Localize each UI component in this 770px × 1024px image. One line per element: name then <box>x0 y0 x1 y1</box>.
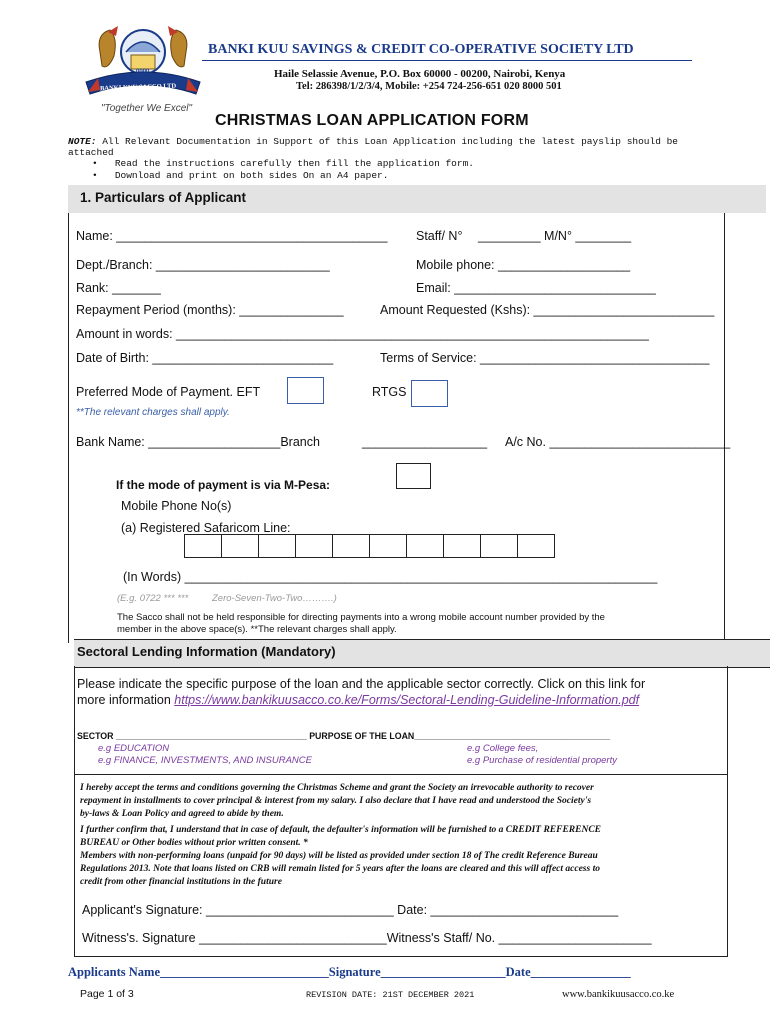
example-number: (E.g. 0722 *** *** <box>117 593 189 604</box>
digit-box[interactable] <box>221 534 259 558</box>
society-address: Haile Selassie Avenue, P.O. Box 60000 - 00200, Nairobi, Kenya <box>274 68 566 80</box>
branch-field[interactable]: __________________ <box>362 435 488 449</box>
dob-field[interactable]: Date of Birth: __________________________ <box>76 351 334 365</box>
in-words-field[interactable]: (In Words) ____________________________________________________________________ <box>123 570 658 584</box>
sectoral-title: Sectoral Lending Information (Mandatory) <box>77 644 336 659</box>
registered-line-label: (a) Registered Safaricom Line: <box>121 521 291 535</box>
note-label: NOTE: <box>68 136 97 147</box>
mpesa-checkbox[interactable] <box>396 463 431 489</box>
email-field[interactable]: Email: _____________________________ <box>416 281 656 295</box>
note <box>68 136 678 147</box>
sacco-logo-graphic <box>78 22 208 112</box>
account-no-field[interactable]: A/c No. __________________________ <box>505 435 731 449</box>
sectoral-instruction-1: Please indicate the specific purpose of the loan and the applicable sector correctly. Click on this link for <box>77 677 646 691</box>
note-bullet-2-text: Download and print on both sides On an A4 paper. <box>114 170 389 181</box>
purpose-example-1: e.g College fees, <box>467 743 539 754</box>
society-contacts: Tel: 286398/1/2/3/4, Mobile: +254 724-256-651 020 8000 501 <box>296 81 562 92</box>
logo-banner-text: BANKI KUU SACCO LTD <box>99 82 177 93</box>
declaration-p1-l3: by-laws & Loan Policy and agreed to abide by them. <box>80 809 284 819</box>
repayment-field[interactable]: Repayment Period (months): _______________ <box>76 303 344 317</box>
declaration-p2-l3: Members with non-performing loans (unpaid for 90 days) will be listed as provided under section 18 of The credit Reference Bureau <box>80 851 598 861</box>
staff-no-label: Staff/ N° <box>416 229 463 243</box>
digit-box[interactable] <box>184 534 222 558</box>
sector-example-2: e.g FINANCE, INVESTMENTS, AND INSURANCE <box>98 755 312 766</box>
disclaimer-line-1: The Sacco shall not be held responsible for directing payments into a wrong mobile account number provided by the <box>117 612 605 623</box>
sectoral-instruction-2 <box>77 693 639 707</box>
section1-title: 1. Particulars of Applicant <box>80 190 247 205</box>
eft-checkbox[interactable] <box>287 377 324 404</box>
digit-box[interactable] <box>295 534 333 558</box>
mobile-phones-label: Mobile Phone No(s) <box>121 499 232 513</box>
society-name: BANKI KUU SAVINGS & CREDIT CO-OPERATIVE SOCIETY LTD <box>208 42 634 57</box>
dept-field[interactable]: Dept./Branch: _________________________ <box>76 258 330 272</box>
bullet-icon: • <box>92 170 115 181</box>
mpesa-label: If the mode of payment is via M-Pesa: <box>116 478 331 492</box>
bullet-icon: • <box>92 158 115 169</box>
rank-field[interactable]: Rank: _______ <box>76 281 161 295</box>
amount-requested-field[interactable]: Amount Requested (Kshs): __________________________ <box>380 303 715 317</box>
declaration-p2-l1: I further confirm that, I understand that in case of default, the defaulter's information will be furnished to a CREDIT REFERENCE <box>80 825 602 835</box>
example-words: Zero-Seven-Two-Two……….) <box>212 593 337 604</box>
mobile-field[interactable]: Mobile phone: ___________________ <box>416 258 631 272</box>
phone-digit-boxes[interactable] <box>184 534 624 558</box>
revision-date: REVISION DATE: 21ST DECEMBER 2021 <box>306 990 475 1000</box>
sector-example-1: e.g EDUCATION <box>98 743 170 754</box>
note-bullet-1 <box>92 158 474 169</box>
witness-signature-line[interactable]: Witness's. Signature ___________________________Witness's Staff/ No. ______________________ <box>82 931 652 945</box>
header-rule <box>202 60 692 61</box>
digit-box[interactable] <box>406 534 444 558</box>
sacco-logo <box>78 22 208 112</box>
note-text-2: attached <box>68 147 114 158</box>
staff-mn-field[interactable]: _________ M/N° ________ <box>478 229 632 243</box>
purpose-example-2: e.g Purchase of residential property <box>467 755 617 766</box>
sectoral-guideline-link[interactable]: https://www.bankikuusacco.co.ke/Forms/Sectoral-Lending-Guideline-Information.pdf <box>174 693 640 707</box>
rtgs-label: RTGS <box>372 385 407 399</box>
page-number: Page 1 of 3 <box>80 988 134 1000</box>
digit-box[interactable] <box>258 534 296 558</box>
charges-note: **The relevant charges shall apply. <box>76 407 230 418</box>
declaration-p2-l4: Regulations 2013. Note that loans listed on CRB will remain listed for 5 years after the loans are cleared and this will affect access to <box>80 864 600 874</box>
bank-name-field[interactable]: Bank Name: ___________________Branch <box>76 435 320 449</box>
rtgs-checkbox[interactable] <box>411 380 448 407</box>
digit-box[interactable] <box>369 534 407 558</box>
name-field[interactable]: Name: _______________________________________ <box>76 229 388 243</box>
slogan: "Together We Excel" <box>101 103 193 114</box>
digit-box[interactable] <box>480 534 518 558</box>
declaration-p2-l2: BUREAU or Other bodies without prior written consent. * <box>80 838 308 848</box>
form-title: CHRISTMAS LOAN APPLICATION FORM <box>215 112 529 129</box>
note-bullet-1-text: Read the instructions carefully then fill the application form. <box>114 158 474 169</box>
digit-box[interactable] <box>332 534 370 558</box>
terms-field[interactable]: Terms of Service: _________________________________ <box>380 351 710 365</box>
digit-box[interactable] <box>443 534 481 558</box>
preferred-mode-label: Preferred Mode of Payment. EFT <box>76 385 261 399</box>
amount-words-field[interactable]: Amount in words: ____________________________________________________________________ <box>76 327 649 341</box>
declaration-p2-l5: credit from other financial institutions in the future <box>80 877 282 887</box>
declaration-p1-l2: repayment in installments to cover principal & interest from my salary. I also declare that I have read and understood the Society's <box>80 796 592 806</box>
note-text: All Relevant Documentation in Support of this Loan Application including the latest payslip should be <box>102 136 679 147</box>
declaration-p1-l1: I hereby accept the terms and conditions governing the Christmas Scheme and grant the Society an irrevocable authority to recover <box>80 783 594 793</box>
logo-year: 0000 <box>136 69 150 75</box>
note-bullet-2 <box>92 170 388 181</box>
website: www.bankikuusacco.co.ke <box>562 989 675 1000</box>
applicant-signature-line[interactable]: Applicant's Signature: ___________________________ Date: ___________________________ <box>82 903 619 917</box>
digit-box[interactable] <box>517 534 555 558</box>
sector-purpose-line[interactable]: SECTOR _______________________________________ PURPOSE OF THE LOAN________________________________________ <box>77 731 610 741</box>
sectoral-instruction-2-text: more information <box>77 693 171 707</box>
disclaimer-line-2: member in the above space(s). **The relevant charges shall apply. <box>117 624 397 635</box>
applicants-name-line[interactable]: Applicants Name___________________________Signature____________________Date________________ <box>68 965 631 979</box>
